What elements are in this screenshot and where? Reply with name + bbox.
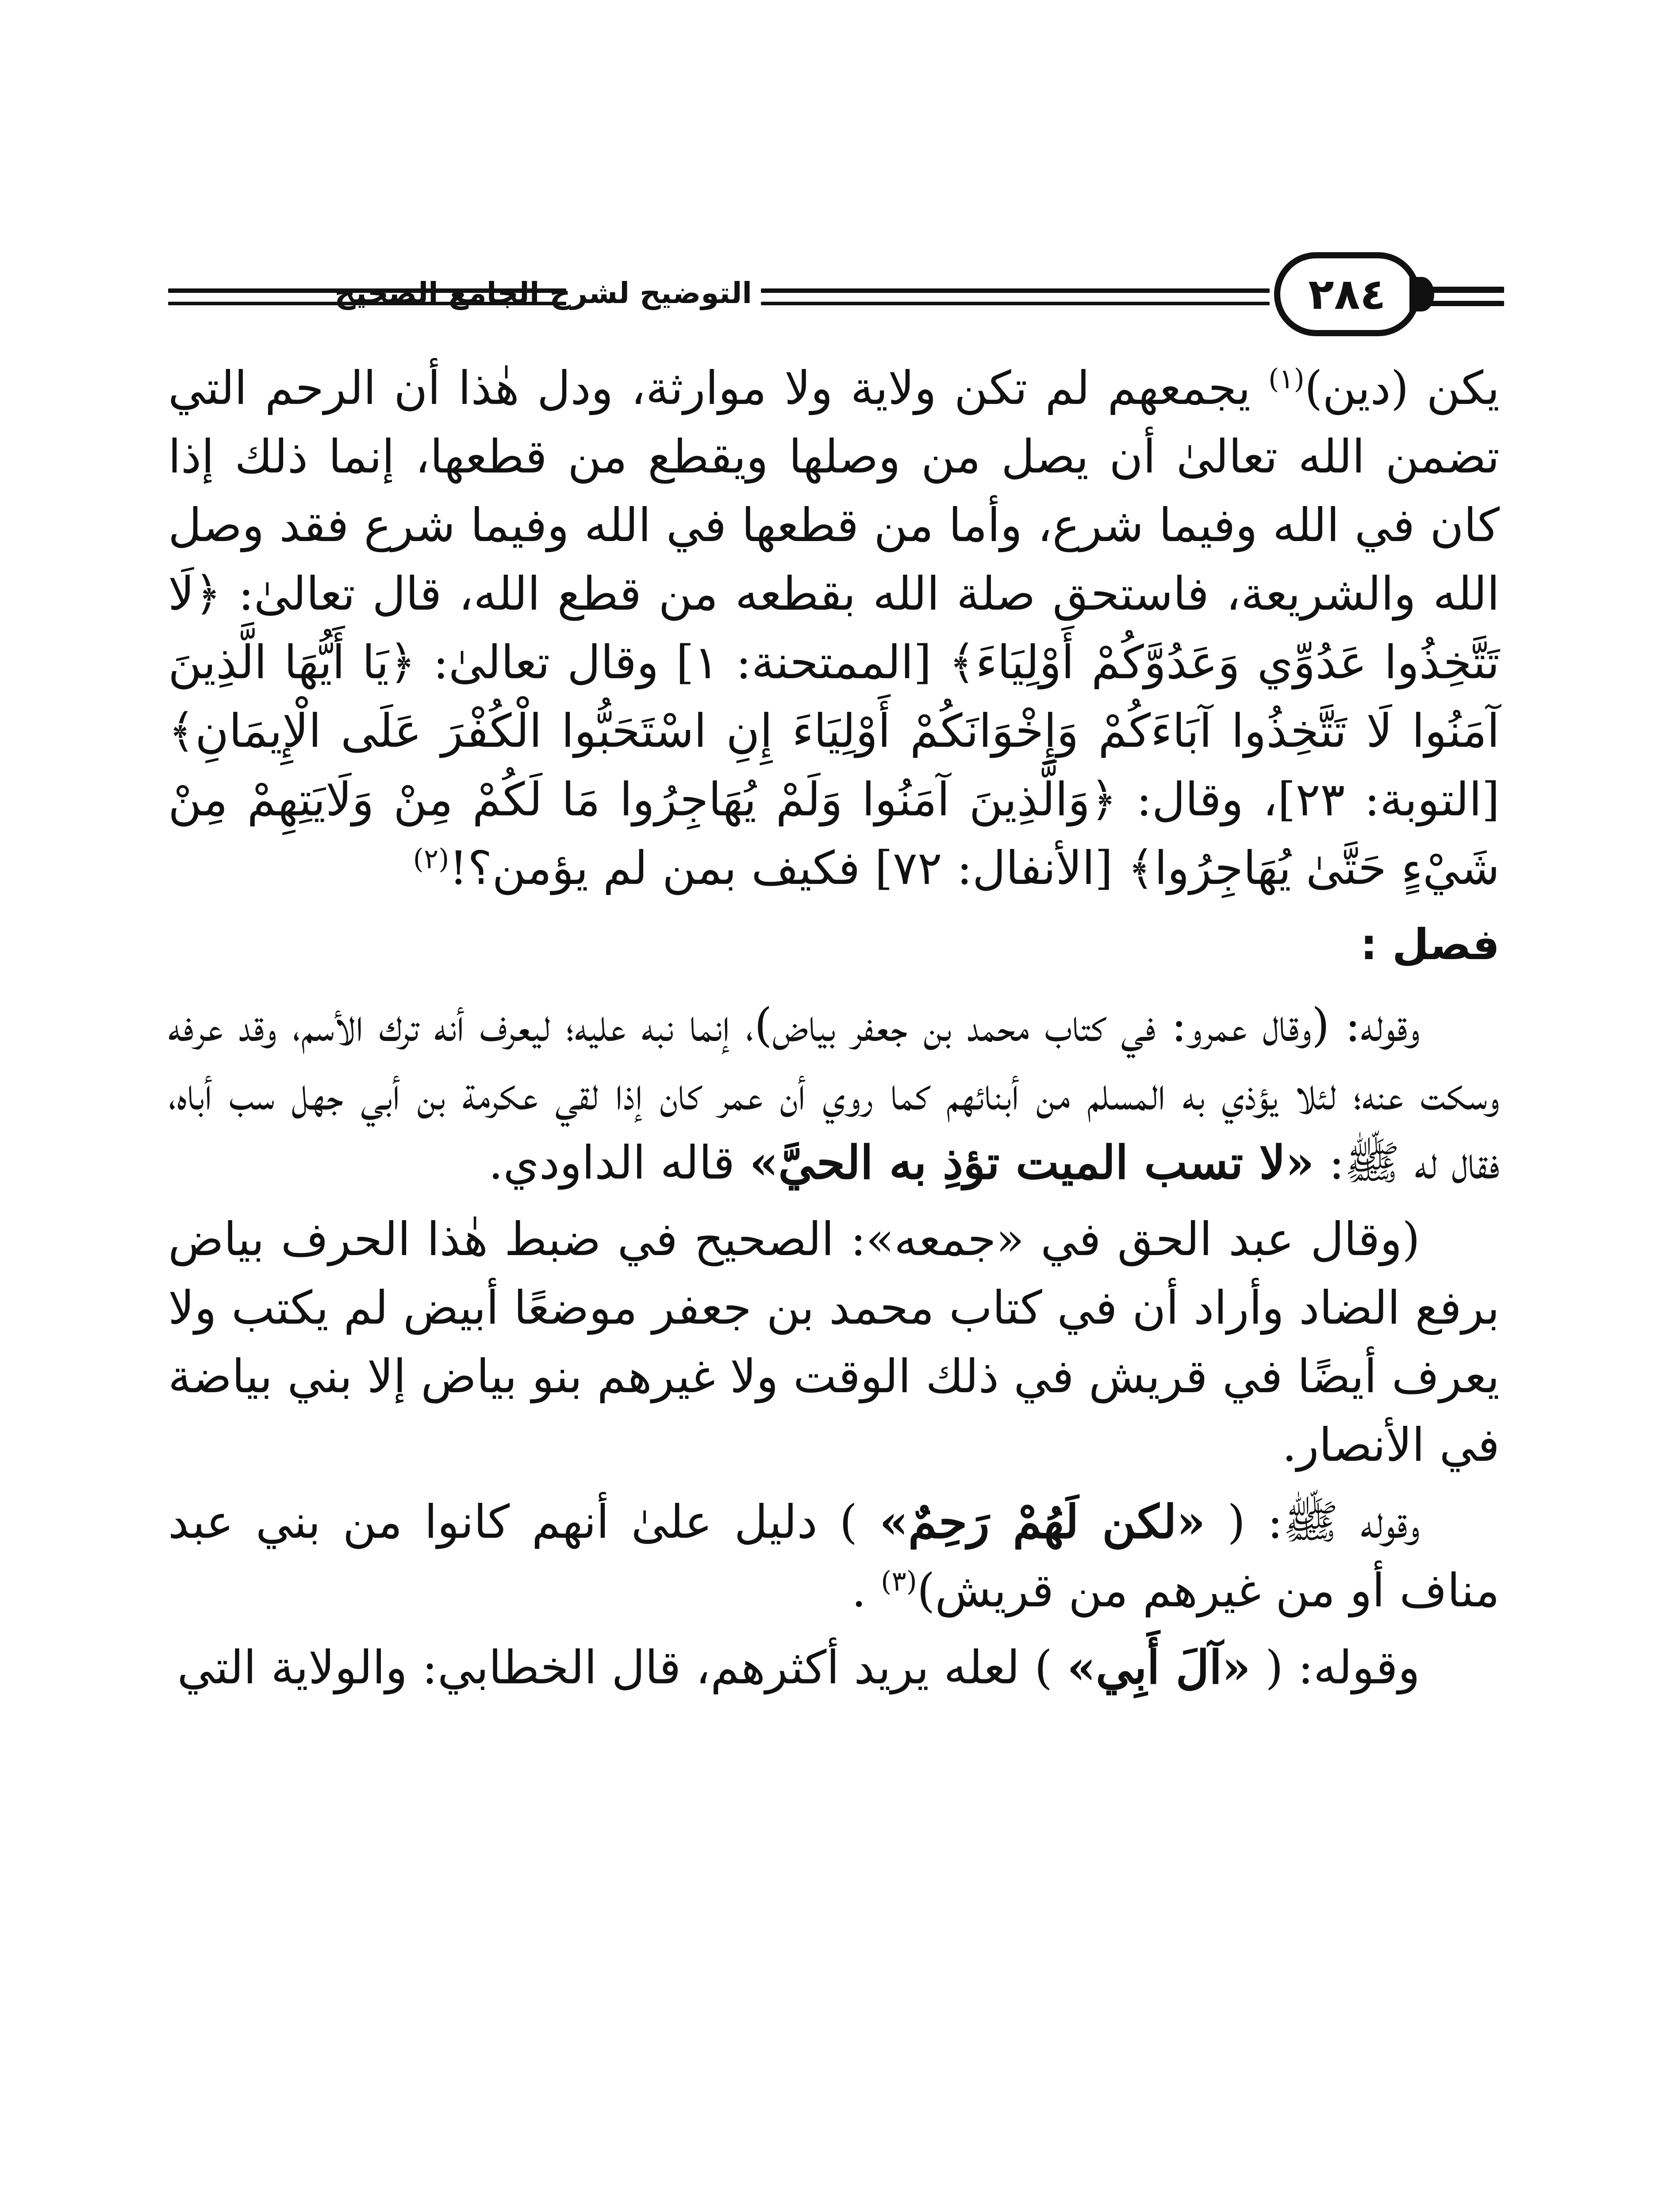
paragraph-4 — [168, 1487, 1500, 1625]
footnote-ref-3: (٣) — [881, 1565, 917, 1598]
text-run: . — [851, 1563, 881, 1617]
quran-verse-3: ﴿وَالَّذِينَ آمَنُوا وَلَمْ يُهَاجِرُوا مَا لَكُمْ مِنْ وَلَايَتِهِمْ مِنْ شَيْءٍ حَتَّىٰ يُهَاجِرُوا﴾ — [168, 772, 1500, 895]
text-run: [الأنفال: ٧٢] فكيف بمن لم يؤمن؟! — [449, 841, 1128, 895]
text-run: قاله الداودي. — [488, 1136, 750, 1190]
paragraph-2 — [168, 991, 1500, 1197]
hadith-quote: «لكن لَهُمْ رَحِمٌ» — [879, 1494, 1205, 1549]
hadith-quote: «لا تسب الميت تؤذِ به الحيَّ» — [749, 1135, 1314, 1190]
footnote-ref-2: (٢) — [413, 842, 449, 875]
hadith-quote: «آلَ أَبِي» — [1067, 1640, 1251, 1694]
text-run: وقوله ﷺ: ( — [1205, 1495, 1420, 1549]
header-rule — [1429, 287, 1504, 293]
page-header — [168, 248, 1504, 345]
section-heading: فصل : — [1360, 920, 1500, 969]
footnote-ref-1: (١) — [1268, 362, 1305, 395]
paragraph-3: (وقال عبد الحق في «جمعه»: الصحيح في ضبط هٰذا الحرف بياض برفع الضاد وأراد أن في كتاب محمد بن جعفر موضعًا أبيض لم يكتب ولا يعرف أيضًا في قريش في ذلك الوقت ولا غيرهم بنو بياض إلا بني بياضة في الأنصار. — [168, 1212, 1500, 1472]
text-run: يجمعهم لم تكن ولاية ولا موارثة، ودل هٰذا أن الرحم التي تضمن الله تعالىٰ أن يصل من وصلها ويقطع من قطعها، إنما ذلك إذا كان في الله وفيما شرع، وأما من قطعها في الله وفيما شرع فقد وصل الله والشريعة، فاستحق صلة الله بقطعه من قطع الله، قال تعالىٰ: — [168, 361, 1500, 621]
text-run: وقوله: (وقال عمرو: في كتاب محمد بن جعفر بياض)، إنما نبه عليه؛ ليعرف أنه ترك الأسم، وقد عرفه وسكت عنه؛ لئلا يؤذي به المسلم من أبنائهم كما روي أن عمر كان إذا لقي عكرمة بن أبي جهل سب أباه، فقال له ﷺ: — [168, 998, 1500, 1190]
page-number: ٢٨٤ — [1308, 269, 1386, 319]
paragraph-1 — [168, 354, 1500, 902]
running-title: التوضيح لشرح الجامع الصحيح — [334, 276, 752, 310]
quran-verse-1: ﴿لَا تَتَّخِذُوا عَدُوِّي وَعَدُوَّكُمْ أَوْلِيَاءَ﴾ — [168, 567, 1500, 689]
text-run: ) دليل علىٰ أنهم كانوا من بني عبد مناف أو من غيرهم من قريش) — [168, 1495, 1500, 1617]
text-run: وقوله: ( — [1251, 1640, 1420, 1694]
quran-verse-2: ﴿يَا أَيُّهَا الَّذِينَ آمَنُوا لَا تَتَّخِذُوا آبَاءَكُمْ وَإِخْوَانَكُمْ أَوْلِيَاءَ إِنِ اسْتَحَبُّوا الْكُفْرَ عَلَى الْإِيمَانِ﴾ — [168, 635, 1500, 758]
text-run: يكن (دين) — [1304, 361, 1500, 415]
header-rule — [761, 288, 1270, 293]
text-run: [التوبة: ٢٣]، وقال: — [1117, 772, 1500, 826]
header-rule — [1429, 301, 1504, 306]
text-run: ) لعله يريد أكثرهم، قال الخطابي: والولاية التي — [177, 1640, 1067, 1694]
paragraph-5 — [168, 1633, 1500, 1702]
text-run: [الممتحنة: ١] وقال تعالىٰ: — [416, 635, 949, 689]
header-rule — [761, 302, 1270, 305]
page-body — [168, 354, 1500, 1702]
page-number-badge — [1274, 252, 1420, 336]
